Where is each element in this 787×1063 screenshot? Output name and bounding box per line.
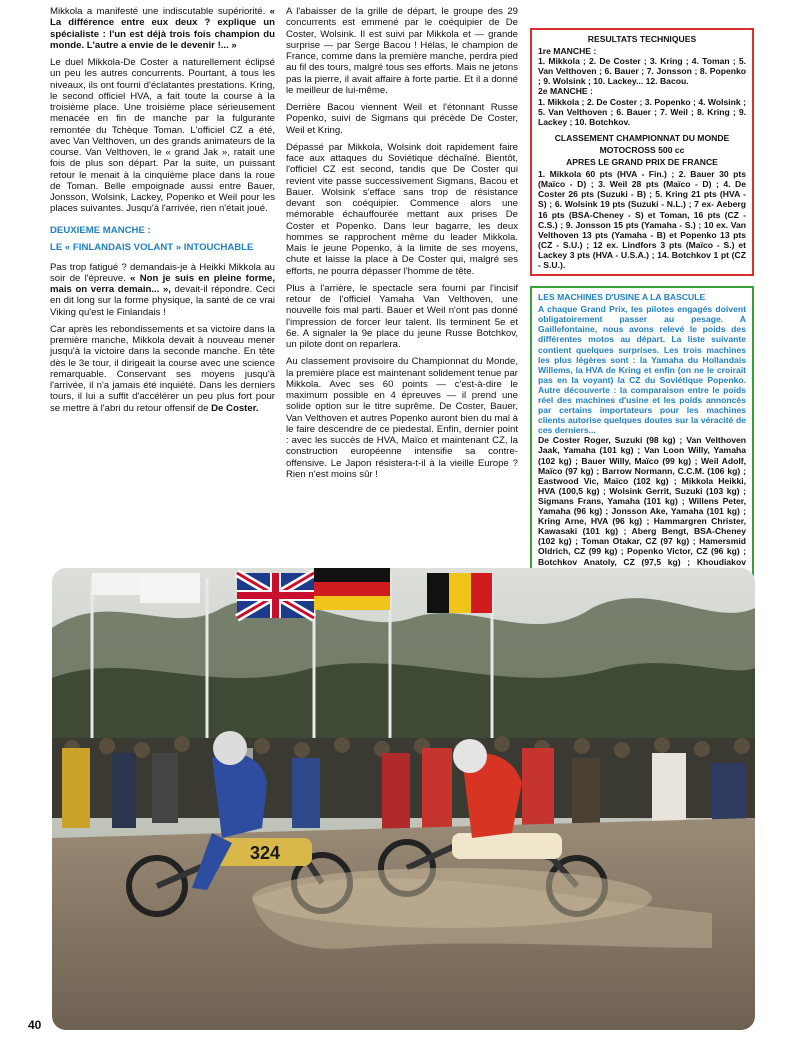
paragraph: Car après les rebondissements et sa victoire dans la première manche, Mikkola devait à nouveau mener jusqu'à la victoire dans la seconde manche. En tête dès le 3e tour, il dirigeait la course avec une science remarquable. Conservant ses moyens jusqu'à l'arrivée, il n'a jamais été inquiété. Dans les derniers tours, il lui a suffit d'accélérer un peu plus fort pour se mettre à l'abri du retour offensif de De Coster. (50, 323, 275, 414)
paragraph: A l'abaisser de la grille de départ, le groupe des 29 concurrents est emmené par le coéquipier de De Coster, Wolsink. Il est suivi par Mikkola et — grande surprise — par Serge Bacou ! Hélas, le champion de France, comme dans la première manche, perdra pied au fil des tours, malgré tous ses efforts. Mais ne jetons pas la pierre, il avait affaire à forte partie. Et il a donné le meilleur de lui-même. (286, 6, 518, 96)
standings-title: CLASSEMENT CHAMPIONNAT DU MONDE (554, 132, 730, 143)
machines-title: LES MACHINES D'USINE A LA BASCULE (538, 292, 706, 303)
results-manche-1: 1. Mikkola ; 2. De Coster ; 3. Kring ; 4. Toman ; 5. Van Velthoven ; 6. Bauer ; 7. Jonsson ; 8. Popenko ; 9. Wolsink ; 10. Lackey... 12. Bacou. (538, 56, 746, 87)
bike-number: 324 (250, 843, 281, 863)
sidebar-column (530, 28, 754, 633)
standings-list: 1. Mikkola 60 pts (HVA - Fin.) ; 2. Bauer 30 pts (Maïco - D) ; 3. Weil 28 pts (Maïco - D) ; 4. De Coster 26 pts (Suzuki - B) ; 5. Kring 21 pts (HVA - S) ; 6. Wolsink 19 pts (Suzuki - N.L.) ; 7 ex- Aeberg 16 pts (BSA-Cheney - S) et Toman, 16 pts (CZ - C.S.) ; 9. Jonsson 15 pts (Yamaha - S.) ; 10 ex. Van Velthoven 13 pts (Yamaha - B) et Popenko 13 pts (CZ - S.U.) ; 12 ex. Lindfors 3 pts (Maïco - S.) et Lackey 3 pts (HVA - U.S.A.) ; 14. Botchkov 1 pt (CZ - S.U.). (538, 169, 746, 270)
motocross-photo (52, 568, 755, 1030)
motocross-photo-illustration (52, 568, 755, 1030)
paragraph: Mikkola a manifesté une indiscutable supériorité. « La différence entre eux deux ? explique un spécialiste : l'un est déjà trois fois champion du monde. L'autre a envie de le devenir !... » (50, 6, 275, 51)
results-title: RESULTATS TECHNIQUES (587, 34, 697, 44)
machines-intro: A chaque Grand Prix, les pilotes engagés doivent obligatoirement passer au pesage. A Gaillefontaine, nous avons relevé le poids des différentes motos au départ. La liste suivante contient quelques surprises. Les trois machines les plus légères sont : la Yamaha du Hollandais Willems, la HVA de Kring et enfin (on ne le croirait pas en la voyant) la CZ du Soviétique Popenko. Autre découverte : la comparaison entre le poids réel des machines d'usine et les poids annoncés par certains importateurs pour les machines clients autorise quelques doutes sur la véracité de ces derniers... (538, 304, 746, 436)
paragraph: Au classement provisoire du Championnat du Monde, la première place est maintenant solidement tenue par Mikkola. Avec ses 60 points — c'est-à-dire le maximum possible en 4 épreuves — il prend une solide option sur le titre suprême. De Coster, Bauer, Van Velthoven et autres Popenko auront bien du mal à le faire descendre de ce piedestal. Enfin, dernier point : avec les succès de HVA, Maïco et maintenant CZ, la construction européenne intensifie sa contre-offensive. Le Japon résistera-t-il à la vieille Europe ? Rien n'est moins sûr ! (286, 356, 518, 480)
paragraph: Pas trop fatigué ? demandais-je à Heikki Mikkola au soir de l'épreuve. « Non je suis en pleine forme, mais on verra demain... », devait-il répondre. Ceci en dit long sur la forme physique, la santé de ce vrai Viking qu'est le Finlandais ! (50, 261, 275, 318)
paragraph: Plus à l'arrière, le spectacle sera fourni par l'incisif retour de l'officiel Yamaha Van Velthoven, une nouvelle fois mal parti. Bauer et Weil n'ont pas donné l'impression de forcer leur talent. Ils terminent 5e et 6e. A signaler la 9e place du jeune Russe Botchkov, un pilote dont on reparlera. (286, 282, 518, 350)
results-box: RESULTATS TECHNIQUES 1re MANCHE : 1. Mikkola ; 2. De Coster ; 3. Kring ; 4. Toman ; 5. Van Velthoven ; 6. Bauer ; 7. Jonsson ; 8. Popenko ; 9. Wolsink ; 10. Lackey... 12. Bacou. 2e MANCHE : 1. Mikkola ; 2. De Coster ; 3. Popenko ; 4. Wolsink ; 5. Van Velthoven ; 6. Bauer ; 7. Weil ; 8. Kring ; 9. Lackey ; 10. Botchkov. CLASSEMENT CHAMPIONNAT DU MONDE MOTOCROSS 500 cc APRES LE GRAND PRIX DE FRANCE 1. Mikkola 60 pts (HVA - Fin.) ; 2. Bauer 30 pts (Maïco - D) ; 3. Weil 28 pts (Maïco - D) ; 4. De Coster 26 pts (Suzuki - B) ; 5. Kring 21 pts (HVA - S) ; 6. Wolsink 19 pts (Suzuki - N.L.) ; 7 ex- Aeberg 16 pts (BSA-Cheney - S) et Toman, 16 pts (CZ - C.S.) ; 9. Jonsson 15 pts (Yamaha - S.) ; 10 ex. Van Velthoven 13 pts (Yamaha - B) et Popenko 13 pts (CZ - S.U.) ; 12 ex. Lindfors 3 pts (Maïco - S.) et Lackey 3 pts (HVA - U.S.A.) ; 14. Botchkov 1 pt (CZ - S.U.). (530, 28, 754, 276)
page-number: 40 (28, 1018, 42, 1032)
article-column-1 (50, 6, 275, 420)
quote: « Non je suis en pleine forme, mais on verra demain... », (50, 272, 275, 295)
machines-weight-list: De Coster Roger, Suzuki (98 kg) ; Van Velthoven Jaak, Yamaha (101 kg) ; Van Loon Willy, Yamaha (102 kg) ; Bauer Willy, Maïco (99 kg) ; Weil Adolf, Maïco (97 kg) ; Barrow Normann, C.C.M. (106 kg) ; Eastwood Vic, Maïco (102 kg) ; Mikkola Heikki, HVA (100,5 kg) ; Wolsink Gerrit, Suzuki (103 kg) ; Sigmans Frans, Yamaha (101 kg) ; Willens Peter, Yamaha (96 kg) ; Jonsson Ake, Yamaha (101 kg) ; Kring Arne, HVA (96 kg) ; Hammargren Christer, Kawasaki (101 kg) ; Aberg Bengt, BSA-Cheney (102 kg) ; Toman Otakar, CZ (97 kg) ; Hamersmid Oldrich, CZ (99 kg) ; Popenko Victor, CZ (96 kg) ; Botchkov Anatoly, CZ (97,5 kg) ; Khoudiakov (538, 435, 746, 567)
article-column-2 (286, 6, 518, 486)
results-manche-2: 1. Mikkola ; 2. De Coster ; 3. Popenko ; 4. Wolsink ; 5. Van Velthoven ; 6. Bauer ; 7. Weil ; 8. Kring ; 9. Lackey ; 10. Botchkov. (538, 96, 746, 127)
quote: « La différence entre eux deux ? explique un spécialiste : l'un est déjà trois fois champion du monde. L'autre a envie de le devenir !... » (50, 6, 275, 51)
paragraph: Derrière Bacou viennent Weil et l'étonnant Russe Popenko, suivi de Sigmans qui précède De Coster, Weil et Kring. (286, 102, 518, 136)
section-heading: DEUXIEME MANCHE : LE « FINLANDAIS VOLANT » INTOUCHABLE (50, 224, 254, 253)
paragraph: Le duel Mikkola-De Coster a naturellement éclipsé un peu les autres concurrents. Pourtant, à tous les niveaux, ils ont fourni d'éclatantes prestations. Kring, le second officiel HVA, a fait toute la course à la troisième place. Une troisième place sérieusement menacée en fin de manche par la fulgurante remontée du Tchèque Toman. L'officiel CZ a été, avec Van Velthoven, un des grands animateurs de la course. Van Velthoven, le « grand Jak », ratait une fois de plus son départ. Par la suite, un puissant retour le menait à la cinquième place dans la roue de Toman. Belle empoignade aussi entre Bauer, Jonsson, Wolsink, Lackey, Popenko et Weil pour les places suivantes. Jusqu'à l'arrivée, rien n'était joué. (50, 57, 275, 215)
paragraph: Dépassé par Mikkola, Wolsink doit rapidement faire face aux attaques du Soviétique déchaîné. Bientôt, l'officiel CZ est second, tandis que De Coster qui revient vite passe successivement Sigmans, Bacou et Bauer. Wolsink s'efface sans trop de résistance devant son coéquipier. Commence alors une mémorable échauffourée mettant aux prises De Coster et Popenko. Dans leur bagarre, les deux hommes se rapprochent même du leader Mikkola. Mais le jeune Popenko, à la limite de ses moyens, chute et laisse la place à De Coster qui, malgré ses efforts, ne pourra dépasser l'homme de tête. (286, 141, 518, 277)
